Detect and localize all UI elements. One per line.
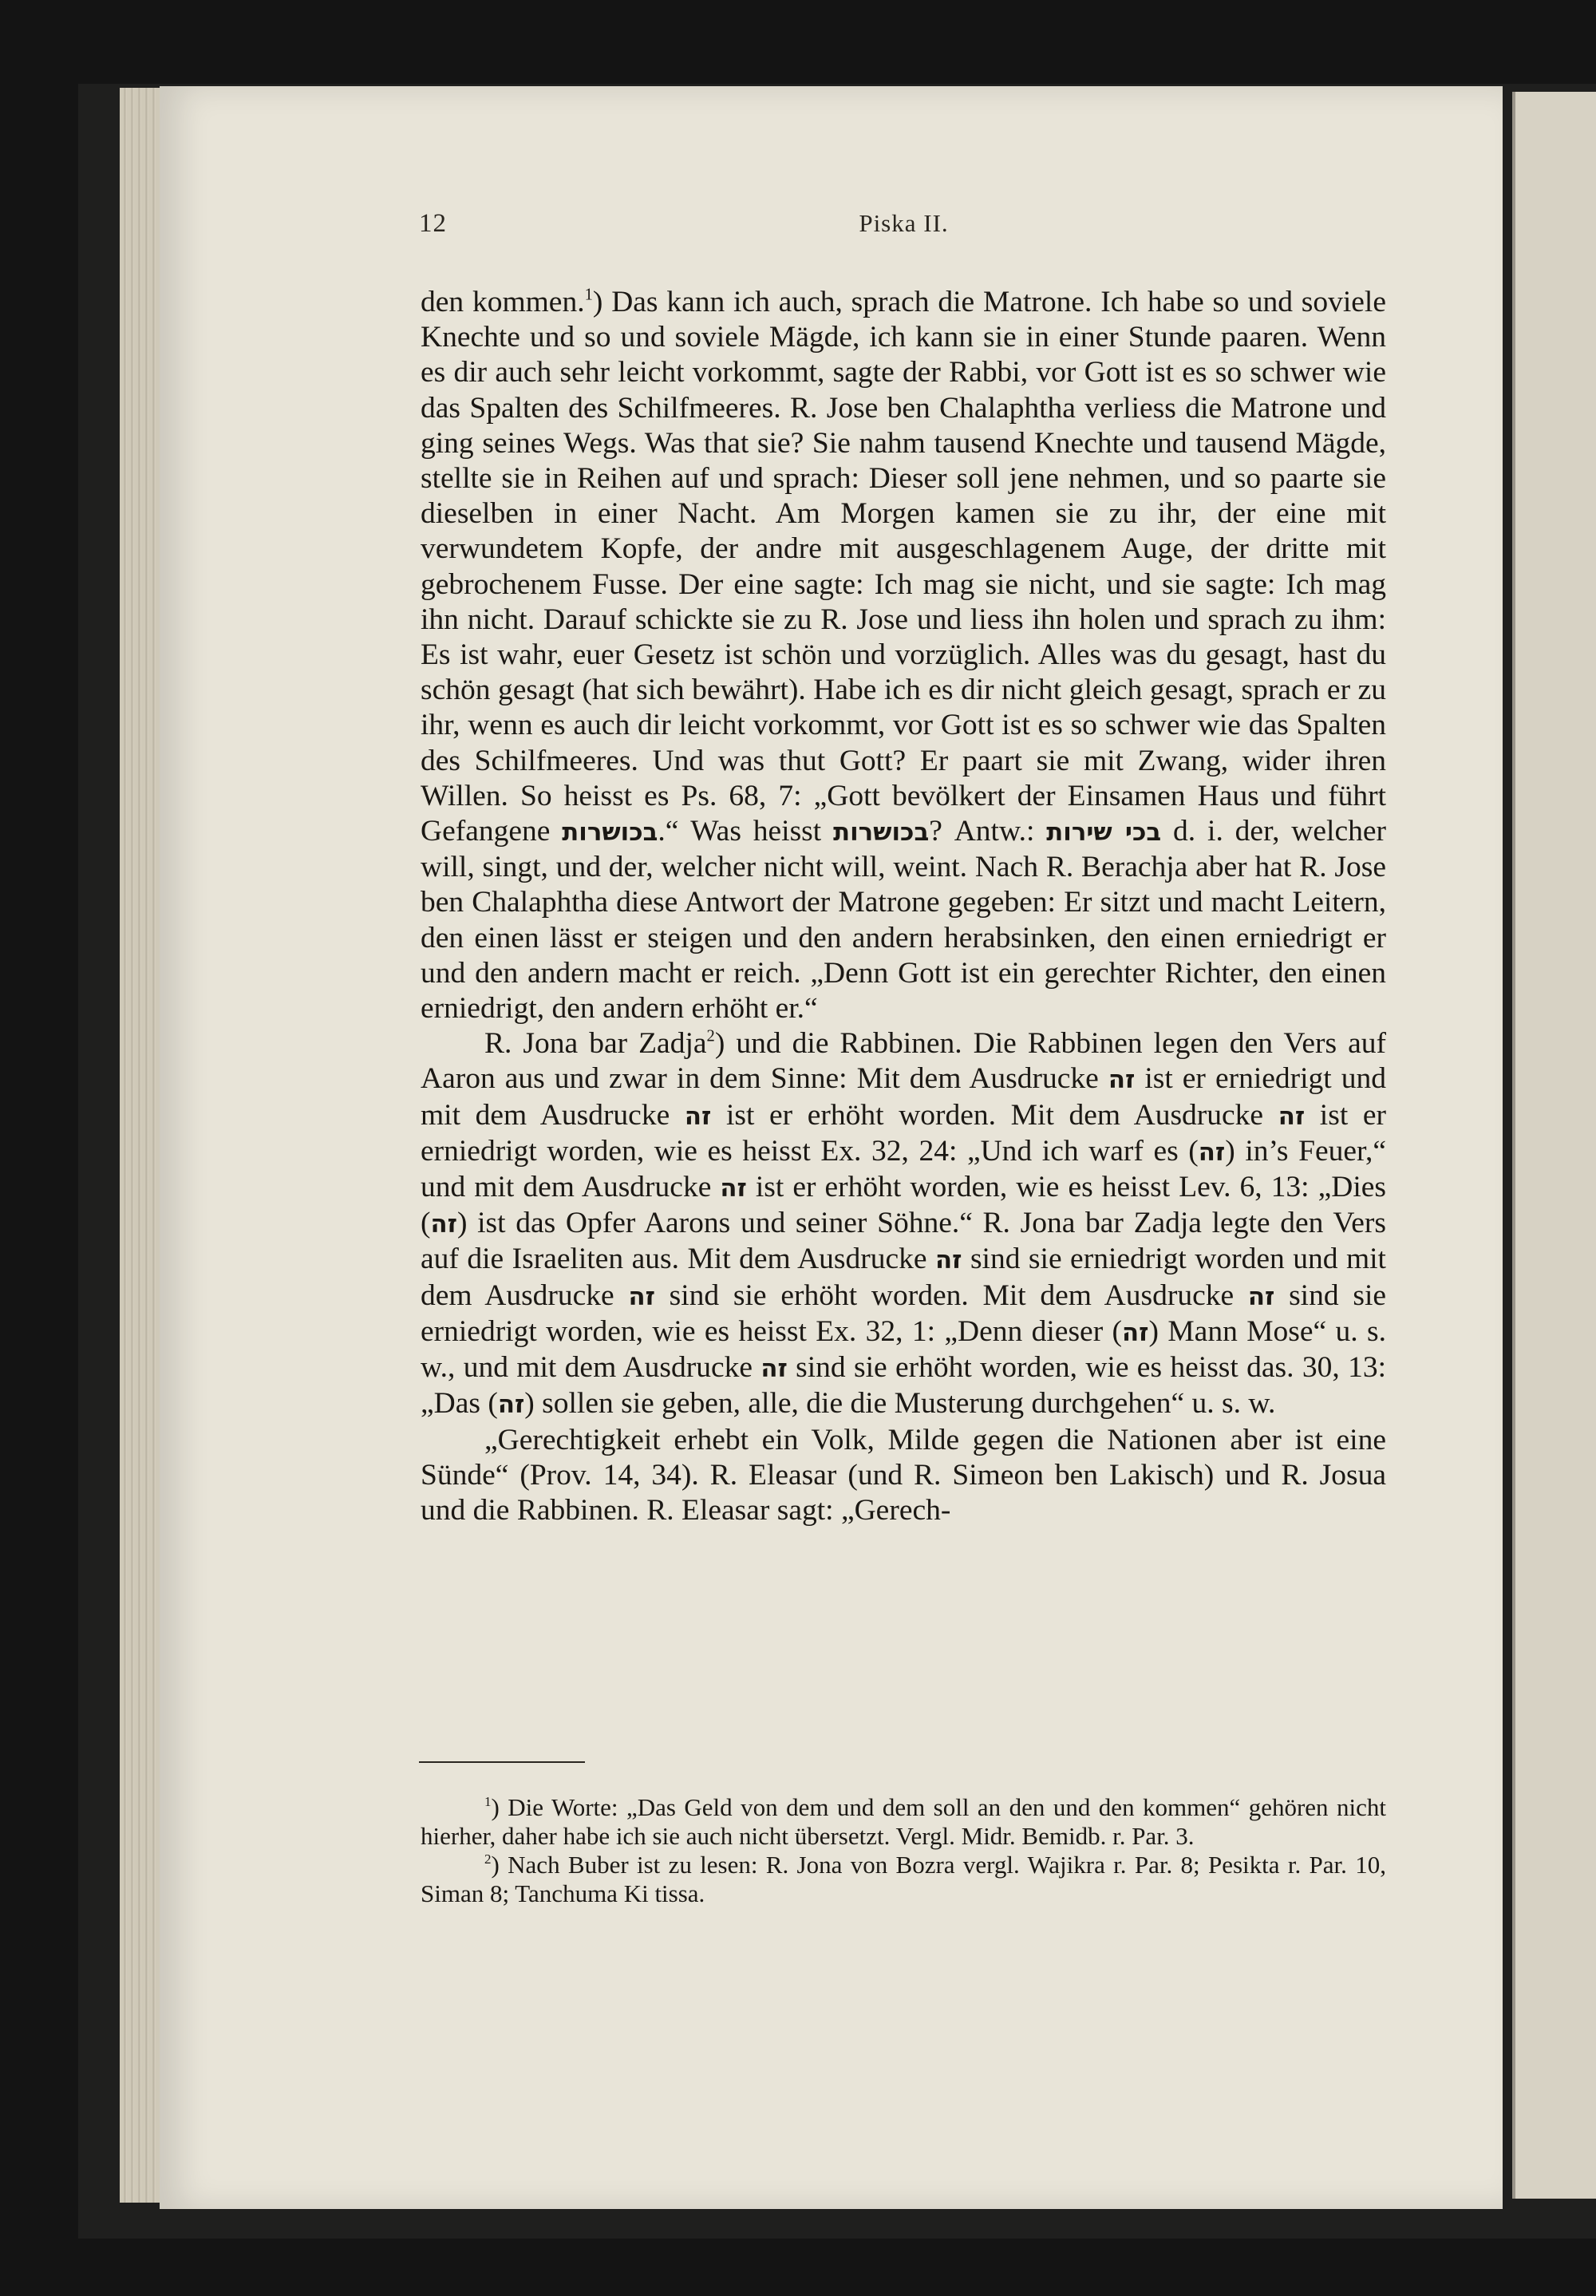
- hebrew-term: זה: [720, 1174, 747, 1203]
- page-header: [419, 209, 1389, 257]
- text-run: ) Die Worte: „Das Geld von dem und dem soll an den und den kommen“ gehören nicht hierher, daher habe ich sie auch nicht übersetzt. Vergl. Midr. Bemidb. r. Par. 3.: [421, 1793, 1386, 1850]
- hebrew-term: זה: [935, 1246, 962, 1275]
- text-run: ) Mann Mose“ u. s. w., und mit dem Ausdrucke: [421, 1314, 1386, 1385]
- text-run: sind sie erhöht worden. Mit dem Ausdrucke: [654, 1278, 1248, 1312]
- text-run: ist er erniedrigt worden, wie es heisst Ex. 32, 24: „Und ich warf es (: [421, 1098, 1387, 1168]
- hebrew-term: זה: [497, 1390, 525, 1420]
- hebrew-term: זה: [1108, 1065, 1136, 1095]
- text-run: sind sie erhöht worden, wie es heisst das. 30, 13: „Das (: [421, 1351, 1386, 1421]
- hebrew-term: זה: [1278, 1101, 1306, 1131]
- facing-page-edge: [1512, 92, 1596, 2199]
- text-run: ist er erniedrigt und mit dem Ausdrucke: [421, 1062, 1386, 1132]
- hebrew-term: זה: [628, 1282, 655, 1311]
- paragraph: [421, 1026, 1386, 1422]
- footnote-marker: 1: [584, 286, 593, 304]
- text-run: sind sie erniedrigt worden und mit dem Ausdrucke: [421, 1243, 1386, 1312]
- hebrew-term: זה: [1247, 1282, 1275, 1311]
- footnote-marker: 1: [484, 1794, 492, 1810]
- hebrew-term: בכושרות: [562, 818, 658, 848]
- page-number: 12: [419, 209, 447, 238]
- text-run: R. Jona bar Zadja: [484, 1027, 707, 1061]
- text-run: ist er erhöht worden. Mit dem Ausdrucke: [711, 1098, 1278, 1132]
- hebrew-term: זה: [1198, 1137, 1226, 1167]
- text-run: ) Das kann ich auch, sprach die Matrone. Ich habe so und soviele Knechte und so und soviele Mägde, ich kann sie in einer Stunde paaren. Wenn es dir auch sehr leicht vorkommt, sagte der Rabbi, vor Gott ist es so schwer wie das Spalten des Schilfmeeres. R. Jose ben Chalaphtha verliess die Matrone und ging seines Wegs. Was that sie? Sie nahm tausend Knechte und tausend Mägde, stellte sie in Reihen auf und sprach: Dieser soll jene nehmen, und so paarte sie dieselben in einer Nacht. Am Morgen kamen sie zu ihr, der eine mit verwundetem Kopfe, der andre mit ausgeschlagenem Auge, der dritte mit gebrochenem Fusse. Der eine sagte: Ich mag sie nicht, und sie sagte: Ich mag ihn nicht. Darauf schickte sie zu R. Jose und liess ihn holen und sprach zu ihm: Es ist wahr, euer Gesetz ist schön und vorzüglich. Alles was du gesagt, hast du schön gesagt (hat sich bewährt). Habe ich es dir nicht gleich gesagt, sprach er zu ihr, wenn es auch dir leicht vorkommt, vor Gott ist es so schwer wie das Spalten des Schilfmeeres. Und was thut Gott? Er paart sie mit Zwang, wider ihren Willen. So heisst es Ps. 68, 7: „Gott bevölkert der Einsamen Haus und führt Gefangene: [421, 286, 1386, 848]
- hebrew-term: בכושרות: [833, 818, 930, 848]
- page-edges: [120, 88, 164, 2203]
- text-run: den kommen.: [421, 286, 585, 318]
- text-run: ) sollen sie geben, alle, die die Musterung durchgehen“ u. s. w.: [524, 1387, 1276, 1421]
- text-run: ist er erhöht worden, wie es heisst Lev. 6, 13: „Dies (: [421, 1171, 1387, 1240]
- text-run: ? Antw.:: [929, 815, 1047, 848]
- footnote: [421, 1793, 1386, 1851]
- hebrew-term: בכי שירות: [1046, 818, 1162, 848]
- text-run: ) ist das Opfer Aarons und seiner Söhne.“ R. Jona bar Zadja legte den Vers auf die Israeliten aus. Mit dem Ausdrucke: [421, 1207, 1386, 1276]
- text-run: ) und die Rabbinen. Die Rabbinen legen den Vers auf Aaron aus und zwar in dem Sinne: Mit dem Ausdrucke: [421, 1027, 1387, 1096]
- paragraph: [421, 1423, 1386, 1529]
- paragraph: [421, 285, 1386, 1026]
- text-run: ) in’s Feuer,“ und mit dem Ausdrucke: [421, 1134, 1386, 1204]
- text-run: d. i. der, welcher will, singt, und der, welcher nicht will, weint. Nach R. Berachja aber hat R. Jose ben Chalaphtha diese Antwort der Matrone gegeben: Er sitzt und macht Leitern, den einen lässt er steigen und den andern herabsinken, den einen erniedrigt er und den andern macht er reich. „Denn Gott ist ein gerechter Richter, den einen erniedrigt, den andern erhöht er.“: [421, 815, 1386, 1025]
- footnote-marker: 2: [706, 1027, 715, 1045]
- body-text: [421, 285, 1386, 1528]
- text-run: „Gerechtigkeit erhebt ein Volk, Milde gegen die Nationen aber ist eine Sünde“ (Prov. 14, 34). R. Eleasar (und R. Simeon ben Lakisch) und R. Josua und die Rabbinen. R. Eleasar sagt: „Gerech-: [421, 1423, 1386, 1527]
- footnotes: [421, 1793, 1386, 1908]
- hebrew-term: זה: [430, 1210, 457, 1239]
- text-run: sind sie erniedrigt worden, wie es heisst Ex. 32, 1: „Denn dieser (: [421, 1278, 1387, 1348]
- hebrew-term: זה: [760, 1354, 788, 1384]
- footnote: [421, 1851, 1386, 1908]
- footnote-marker: 2: [484, 1851, 492, 1867]
- footnote-rule: [419, 1761, 585, 1763]
- running-title: Piska II.: [859, 209, 949, 237]
- hebrew-term: זה: [684, 1101, 712, 1131]
- text-run: ) Nach Buber ist zu lesen: R. Jona von Bozra vergl. Wajikra r. Par. 8; Pesikta r. Par. 10, Siman 8; Tanchuma Ki tissa.: [421, 1851, 1386, 1907]
- text-run: .“ Was heisst: [658, 815, 834, 848]
- hebrew-term: זה: [1122, 1318, 1149, 1347]
